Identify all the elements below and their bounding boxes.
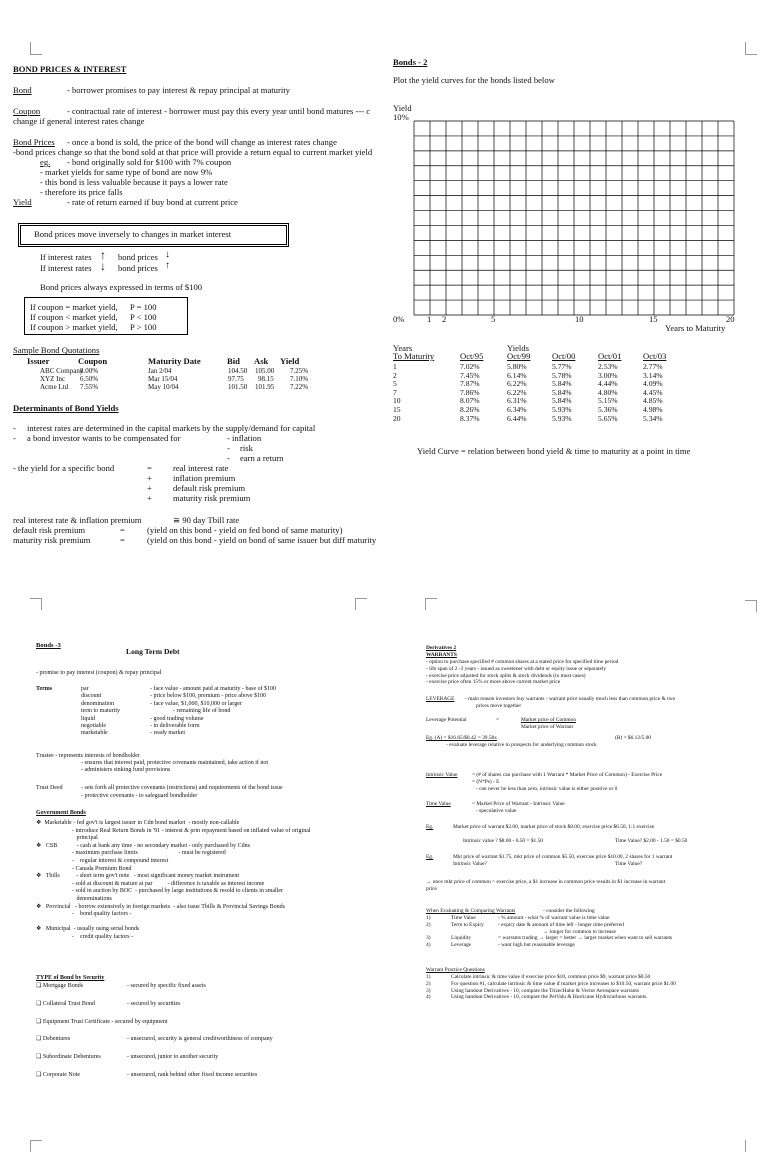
eg-line: - evaluate leverage relative to prospects for underlying common stock — [446, 742, 597, 748]
eval-def: - % amount - what % of warrant value is time value — [498, 915, 610, 921]
premium-def: (yield on this bond - yield on bond of same issuer but diff maturity — [147, 535, 377, 545]
yield-cell: 2.77% — [643, 362, 663, 371]
yield-cell: 1 — [393, 362, 397, 371]
fall-line: bond prices — [118, 263, 158, 273]
arrow-note: → once mkt price of common > exercise price, a $1 increase in common price results in $1 increase in warrant — [426, 879, 666, 885]
page-subtitle: Plot the yield curves for the bonds listed below — [393, 75, 555, 85]
yield-cell: 6.34% — [507, 405, 527, 414]
yield-cell: 5.15% — [598, 396, 618, 406]
gov-line: principal — [36, 835, 98, 842]
coupon-rule-price: P > 100 — [130, 322, 157, 332]
yield-cell: 2 — [393, 370, 397, 380]
yield-cell: 7.87% — [460, 379, 480, 389]
eval-def: - expiry date & amount of time left - longer time preferred — [498, 921, 624, 928]
eval-term: Time Value — [451, 915, 476, 921]
yield-cell: 3.14% — [643, 370, 663, 380]
yield-cell: 20 — [393, 413, 401, 423]
deed-label: Trust Deed — [36, 785, 63, 791]
det-item: risk — [240, 443, 253, 453]
quote-cell: 97.75 — [228, 375, 244, 383]
coupon-rule-price: P < 100 — [130, 312, 157, 322]
leverage-line: prices move together — [476, 703, 522, 709]
quote-cell: 101.50 — [228, 383, 248, 391]
quote-cell: 6.50% — [80, 375, 99, 383]
eval-tail: - consider the following — [543, 908, 595, 914]
def-coupon: - contractual rate of interest - borrower must pay this every year until bond matures --- c — [67, 106, 371, 116]
premium-def: (yield on this bond - yield on fed bond of same maturity) — [147, 525, 343, 535]
premium-label: maturity risk premium — [13, 535, 91, 545]
table-header: Oct/00 — [552, 351, 576, 361]
term-name: negotiable — [81, 723, 106, 729]
eval-num: 2) — [426, 921, 431, 928]
prices-line: - market yields for same type of bond are now 9% — [40, 167, 213, 177]
term-def: - face value - amount paid at maturity - base of $100 — [150, 686, 277, 692]
security-def: - unsecured, security is general creditworthiness of company — [127, 1036, 273, 1043]
yield-cell: 5.93% — [552, 413, 572, 423]
prices-line: - therefore its price falls — [40, 187, 123, 197]
question-num: 2) — [426, 980, 431, 987]
prices-line: - bond originally sold for $100 with 7% coupon — [67, 157, 232, 167]
tv-line: = Market Price of Warrant - Intrinsic Value — [472, 801, 565, 807]
iv-line: = (N*Ps) - E — [472, 779, 500, 785]
def-yield: - rate of return earned if buy bond at current price — [67, 197, 238, 207]
yield-curve-grid — [413, 120, 735, 316]
yield-cell: 7 — [393, 387, 397, 397]
yield-cell: 8.07% — [460, 396, 480, 406]
bullet: - — [13, 433, 16, 443]
y-axis-min: 0% — [393, 314, 405, 324]
example-line: Time Value? $2.00 - 1.50 = $0.50 — [615, 838, 688, 844]
yield-cell: 4.98% — [643, 405, 663, 414]
gov-line: ❖ Marketable - fed gov't is largest issuer in Cdn bond market - mostly non-callable — [36, 820, 240, 826]
table-header: To Maturity — [393, 351, 435, 361]
lp-label: Leverage Potential — [426, 717, 467, 723]
yield-cell: 5.65% — [598, 413, 618, 423]
example-line: Intrinsic value ? $8.00 - 6.50 = $1.50 — [463, 838, 543, 844]
gov-line: - credit quality factors - — [36, 934, 134, 940]
security-def: - secured by specific fixed assets — [127, 983, 206, 989]
eval-term: Liquidity — [451, 935, 472, 942]
bullet: - — [13, 423, 16, 433]
y-axis-label: Yield — [393, 103, 412, 113]
yield-curve-def: Yield Curve = relation between bond yield & time to maturity at a point in time — [417, 446, 691, 456]
per100: Bond prices always expressed in terms of $100 — [40, 282, 203, 292]
warrants-title: WARRANTS — [426, 652, 457, 658]
yield-cell: 4.09% — [643, 379, 663, 389]
eg-line: Eg. (A) = $16.65/$0.42 = 39.58x — [426, 735, 497, 741]
equals: = — [120, 535, 125, 545]
gov-line: - regular interest & compound interest — [36, 858, 169, 864]
quotes-header: Coupon — [78, 356, 108, 366]
equals: = — [496, 717, 500, 723]
lp-denominator: Market price of Warrant — [521, 724, 573, 730]
x-tick: 20 — [726, 314, 735, 324]
component: real interest rate — [173, 463, 229, 473]
security-def: - secured by securities — [127, 1000, 181, 1007]
security-def: - unsecured, rank behind other fixed income securities — [127, 1072, 258, 1078]
table-header: Oct/95 — [460, 351, 484, 361]
leverage-line: - main reason investors buy warrants - warrant price usually much less than common price & two — [465, 696, 676, 702]
bullet: - — [227, 453, 230, 463]
security-type: ❑ Debentures — [36, 1036, 71, 1043]
table-header: Oct/99 — [507, 351, 531, 361]
iv-line: - can never be less than zero, intrinsic value is either positive or 0 — [476, 786, 618, 792]
component: default risk premium — [173, 483, 246, 493]
page-title: Bonds -3 — [36, 642, 61, 649]
up-arrow-icon: ↑ — [100, 248, 106, 262]
crop-mark — [30, 1140, 31, 1152]
component: inflation premium — [173, 473, 236, 483]
inverse-text: Bond prices move inversely to changes in market interest — [34, 229, 232, 239]
term-name: liquid — [81, 715, 96, 722]
down-arrow-icon: ↓ — [100, 259, 106, 273]
quote-cell: 105.00 — [255, 367, 275, 375]
yield-cell: 6.44% — [507, 413, 527, 423]
question-num: 4) — [426, 994, 431, 1001]
prices-line: - once a bond is sold, the price of the bond will change as interest rates change — [67, 137, 337, 147]
x-tick: 10 — [575, 314, 584, 324]
gov-line: denominations — [36, 896, 112, 902]
question-text: For question #1, calculate intrinsic & time value if market price increases to $10.50, warrant price $1.00 — [451, 980, 676, 987]
plus: + — [147, 483, 152, 493]
yield-cell: 5.84% — [552, 387, 572, 397]
gov-line: - Canada Premium Bond — [36, 865, 132, 872]
y-axis-max: 10% — [393, 112, 409, 122]
security-type: ❑ Collateral Trust Bond — [36, 1000, 95, 1007]
quote-cell: 7.55% — [80, 383, 99, 391]
yield-cell: 5.77% — [552, 362, 572, 371]
det-yield-label: - the yield for a specific bond — [13, 463, 115, 473]
eval-num: 1) — [426, 915, 431, 921]
page-title: Bonds - 2 — [393, 57, 428, 67]
warrant-note: - life span of 2 -3 years - issued as sweetener with debt or equity issue or separately — [426, 665, 607, 672]
table-header: Yields — [507, 343, 529, 353]
term-name: par — [81, 686, 89, 692]
question-text: Calculate intrinsic & time value if exercise price $10, common price $9, warrant price $0.50 — [451, 974, 651, 980]
x-tick: 2 — [442, 314, 447, 324]
questions-title: Warrant Practice Questions — [426, 967, 485, 973]
eval-term: Term to Expiry — [451, 921, 484, 928]
rise-line: If interest rates — [40, 252, 92, 262]
gov-line: ❖ Provincial - borrow extensively in foreign markets - also issue Tbills & Provincial Savings Bonds — [36, 903, 285, 910]
table-header: Years — [393, 343, 413, 353]
det-line: interest rates are determined in the capital markets by the supply/demand for capital — [27, 423, 316, 433]
bullet: - — [227, 443, 230, 453]
term-yield: Yield — [13, 197, 32, 207]
yield-cell: 6.22% — [507, 387, 527, 397]
term-coupon: Coupon — [13, 106, 41, 116]
quote-cell: Mar 15/04 — [148, 375, 178, 383]
security-type: ❑ Corporate Note — [36, 1072, 81, 1078]
page-bond-prices — [0, 0, 383, 560]
section-heading: Long Term Debt — [126, 647, 180, 656]
term-name: discount — [81, 693, 102, 700]
gov-line: - maximum purchase limits - must be registered — [36, 850, 226, 857]
deed-line: - sets forth all protective covenants (restrictions) and requirements of the bond issue — [81, 785, 283, 791]
yield-cell: 4.80% — [598, 387, 618, 397]
term-def: - in deliverable form — [150, 723, 200, 729]
question-num: 1) — [426, 974, 431, 980]
crop-mark — [425, 598, 437, 599]
gov-title: Government Bonds — [36, 810, 86, 816]
eval-title: When Evaluating & Comparing Warrants — [426, 908, 516, 914]
security-def: - unsecured, junior to another security — [127, 1054, 219, 1061]
crop-mark — [355, 598, 367, 599]
quote-cell: 7.22% — [290, 383, 309, 391]
tv-line: - speculative value — [476, 808, 517, 814]
page-warrants — [383, 600, 767, 1140]
prices-line: -bond prices change so that the bond sold at that price will provide a return equal to current market yield — [13, 147, 373, 157]
trustee-line: - ensures that interest paid, protective covenants maintained, take action if not — [81, 760, 269, 766]
quotes-header: Yield — [280, 356, 300, 366]
eg-line: (B) = $6.12/5.00 — [615, 735, 651, 741]
trustee-line: Trustee - represents interests of bondholder — [36, 753, 140, 759]
warrant-note: - exercise price often 15% or more above current market price — [426, 679, 561, 686]
example-line: Intrinsic Value? — [453, 861, 487, 867]
question-text: Using handout Derivatives - 10, compare the PetValu & Hurricane Hydrocarbons warrants. — [451, 994, 648, 1001]
yield-cell: 15 — [393, 405, 401, 414]
yield-cell: 5.84% — [552, 379, 572, 389]
quote-cell: May 10/04 — [148, 383, 179, 391]
table-header: Oct/01 — [598, 351, 622, 361]
gov-line: ❖ Tbills - short term gov't note - most significant money market instrument — [36, 873, 239, 880]
term-def: - face value, $1,000, $10,000 or larger — [150, 700, 242, 707]
yield-cell: 4.44% — [598, 379, 618, 389]
up-arrow-icon: ↑ — [165, 260, 170, 271]
tv-term: Time Value — [426, 801, 451, 807]
table-header: Oct/03 — [643, 351, 667, 361]
x-axis-label: Years to Maturity — [665, 323, 726, 333]
warrant-note: - option to purchase specified # common shares at a stated price for specified time period — [426, 659, 619, 665]
yield-cell: 5.84% — [552, 396, 572, 406]
term-name: marketable — [81, 730, 108, 737]
plus: + — [147, 473, 152, 483]
question-num: 3) — [426, 987, 431, 994]
gov-line: - sold at discount & mature at par - difference is taxable as interest income — [36, 880, 265, 887]
quotes-header: Ask — [254, 356, 269, 366]
yield-cell: 4.85% — [643, 396, 663, 406]
term-def: - ready market — [150, 730, 185, 737]
iv-term: Intrinsic Value — [426, 772, 458, 778]
gov-line: - sold in auction by BOC - purchased by large institutions & resold to clients in smaller — [36, 888, 284, 895]
det-item: earn a return — [240, 453, 284, 463]
page-title: Derivatives 2 — [426, 645, 457, 651]
yield-cell: 6.22% — [507, 379, 527, 389]
det-line: a bond investor wants to be compensated for — [27, 433, 181, 443]
page-title: BOND PRICES & INTEREST — [13, 64, 127, 74]
term-def: - remaining life of bond — [173, 708, 231, 715]
yield-cell: 5 — [393, 379, 397, 389]
premium-label: real interest rate & inflation premium — [13, 515, 142, 525]
quote-cell: Jan 2/04 — [148, 367, 172, 375]
fall-line: If interest rates — [40, 263, 92, 273]
example-line: Market price of warrant $2.00, market price of stock $8.00, exercise price $6.50, 1:1 exercise — [453, 824, 655, 830]
term-def: - good trading volume — [150, 715, 204, 722]
yield-cell: 10 — [393, 396, 401, 406]
quotes-header: Issuer — [27, 356, 50, 366]
term-bond-prices: Bond Prices — [13, 137, 55, 147]
equals: = — [147, 463, 152, 473]
quote-cell: 8.00% — [80, 367, 99, 375]
coupon-rule: If coupon < market yield, — [30, 312, 118, 322]
trustee-line: - administers sinking fund provisions — [81, 767, 171, 773]
security-title: TYPE of Bond by Security — [36, 975, 105, 981]
yield-cell: 5.36% — [598, 405, 618, 414]
quote-cell: ABC Company — [40, 367, 84, 375]
term-def: - price below $100, premium - price above $100 — [150, 693, 267, 700]
x-tick: 15 — [649, 314, 658, 324]
eval-term: Leverage — [451, 942, 472, 949]
eval-num: 3) — [426, 935, 431, 942]
coupon-rule: If coupon > market yield, — [30, 322, 118, 332]
eval-num: 4) — [426, 942, 431, 949]
intro: - promise to pay interest (coupon) & repay principal — [36, 670, 162, 676]
yield-cell: 3.00% — [598, 370, 618, 380]
crop-mark — [30, 1140, 42, 1141]
iv-line: = (# of shares can purchase with 1 Warrant * Market Price of Common) - Exercise Price — [472, 772, 663, 778]
quote-cell: XYZ Inc — [40, 375, 66, 383]
quote-cell: 98.15 — [258, 375, 274, 383]
rise-line: bond prices — [118, 252, 158, 262]
eval-def: - want high but reasonable leverage — [498, 942, 575, 949]
deed-line: - protective covenants - to safeguard bondholder — [81, 793, 198, 799]
leverage-term: LEVERAGE — [426, 696, 455, 702]
quote-cell: 7.10% — [290, 375, 309, 383]
terms-label: Terms — [36, 686, 53, 692]
arrow-note: price — [426, 886, 437, 892]
gov-line: ❖ Municipal - usually using serial bonds — [36, 926, 140, 933]
eval-def: = warrants trading → larger = better → larger market when want to sell warrants — [498, 935, 673, 942]
gov-line: ❖ CSB - cash at bank any time - no secondary market - only purchased by Cdns — [36, 842, 251, 849]
premium-label: default risk premium — [13, 525, 86, 535]
prices-line: - this bond is less valuable because it pays a lower rate — [40, 177, 228, 187]
yield-cell: 5.93% — [552, 405, 572, 414]
coupon-rule-price: P = 100 — [130, 302, 157, 312]
quote-cell: 104.50 — [228, 367, 248, 375]
gov-line: - introduce Real Return Bonds in '91 - interest & prin repayment based on inflated value of original — [36, 827, 311, 834]
gov-line: - bond quality factors - — [36, 911, 132, 918]
quotes-header: Bid — [227, 356, 240, 366]
yield-cell: 8.26% — [460, 405, 480, 414]
plus: + — [147, 493, 152, 503]
eval-def: → longer for common to increase — [543, 928, 616, 935]
yield-cell: 7.86% — [460, 387, 480, 397]
x-tick: 5 — [491, 314, 496, 324]
term-name: denomination — [81, 700, 114, 707]
component: maturity risk premium — [173, 493, 251, 503]
security-type: ❑ Subordinate Debentures — [36, 1054, 101, 1061]
security-type: ❑ Equipment Trust Certificate - secured by equipment — [36, 1018, 168, 1025]
quotes-header: Maturity Date — [148, 356, 201, 366]
eg-label: eg. — [40, 157, 51, 167]
yield-cell: 7.45% — [460, 370, 480, 380]
eg-label: Eg. — [426, 824, 434, 830]
yield-cell: 7.02% — [460, 362, 480, 371]
yield-cell: 4.45% — [643, 387, 663, 397]
quote-cell: 7.25% — [290, 367, 309, 375]
down-arrow-icon: ↓ — [165, 249, 170, 260]
term-bond: Bond — [13, 85, 32, 95]
quote-cell: 101.95 — [255, 383, 275, 391]
lp-numerator: Market price of Common — [521, 717, 576, 723]
quotes-title: Sample Bond Quotations — [13, 345, 100, 355]
quote-cell: Acme Ltd — [40, 383, 69, 391]
det-item: - inflation — [227, 433, 262, 443]
eg-label: Eg. — [426, 854, 434, 860]
page-long-term-debt — [0, 600, 383, 1140]
security-type: ❑ Mortgage Bonds — [36, 983, 84, 989]
coupon-rule: If coupon = market yield, — [30, 302, 118, 312]
page-yield-curves — [383, 0, 767, 560]
term-name: term to maturity — [81, 708, 120, 715]
premium-def: ≅ 90 day Tbill rate — [173, 515, 240, 525]
yield-cell: 5.80% — [507, 362, 527, 371]
def-coupon-cont: change if general interest rates change — [13, 116, 145, 126]
question-text: Using handout Derivatives - 10, compare the TrizecHahn & Vector Aerospace warrants — [451, 987, 639, 994]
example-line: Time Value? — [615, 861, 643, 867]
yield-cell: 6.31% — [507, 396, 527, 406]
warrant-note: - exercise price adjusted for stock splits & stock dividends (in most cases) — [426, 672, 586, 679]
yield-cell: 8.37% — [460, 413, 480, 423]
yield-cell: 6.14% — [507, 370, 527, 380]
det-title: Determinants of Bond Yields — [13, 403, 119, 413]
def-bond: - borrower promises to pay interest & repay principal at maturity — [67, 85, 290, 95]
crop-mark — [745, 1140, 746, 1152]
equals: = — [120, 525, 125, 535]
x-tick: 1 — [427, 314, 432, 324]
example-line: Mkt price of warrant $1.75, mkt price of common $5.50, exercise price $10.00, 2 shares for 1 warrant — [453, 854, 673, 860]
yield-cell: 2.53% — [598, 362, 618, 371]
yield-cell: 5.34% — [643, 413, 663, 423]
yield-cell: 5.78% — [552, 370, 572, 380]
